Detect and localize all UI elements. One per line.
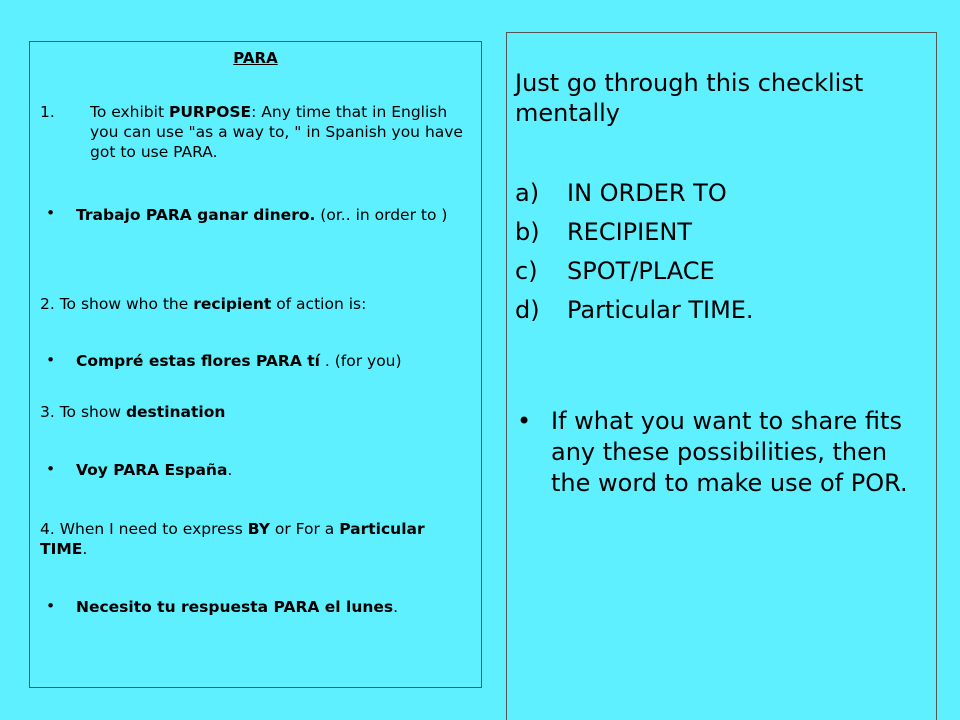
destination-example: Voy PARA España. [76,461,233,479]
destination-rule: 3. To show destination [40,403,226,421]
para-title: PARA [233,49,278,67]
checklist-heading: Just go through this checklist mentally [515,69,864,127]
checklist-text: IN ORDER TO [567,179,727,207]
checklist-marker: d) [515,296,540,324]
bullet-dot: • [46,351,56,369]
purpose-example: Trabajo PARA ganar dinero. (or.. in order to ) [76,206,448,224]
time-rule: 4. When I need to express BY or For a Particular TIME. [40,520,425,558]
checklist-text: Particular TIME. [567,296,754,324]
checklist-marker: a) [515,179,540,207]
recipient-example: Compré estas flores PARA tí . (for you) [76,352,402,370]
bullet-dot: • [517,407,532,435]
time-example: Necesito tu respuesta PARA el lunes. [76,598,399,616]
recipient-rule: 2. To show who the recipient of action is: [40,295,367,313]
purpose-number: 1. [40,103,55,121]
por-panel [506,32,937,720]
purpose-rule: To exhibit PURPOSE: Any time that in English you can use "as a way to, " in Spanish you have got to use PARA. [90,103,463,161]
bullet-dot: • [46,460,56,478]
checklist-marker: c) [515,257,538,285]
bullet-dot: • [46,597,56,615]
checklist-text: SPOT/PLACE [567,257,715,285]
por-conclusion-text: If what you want to share fits any these possibilities, then the word to make use of POR. [551,407,908,497]
checklist-marker: b) [515,218,540,246]
checklist-text: RECIPIENT [567,218,693,246]
para-panel [29,41,482,688]
bullet-dot: • [46,204,56,222]
